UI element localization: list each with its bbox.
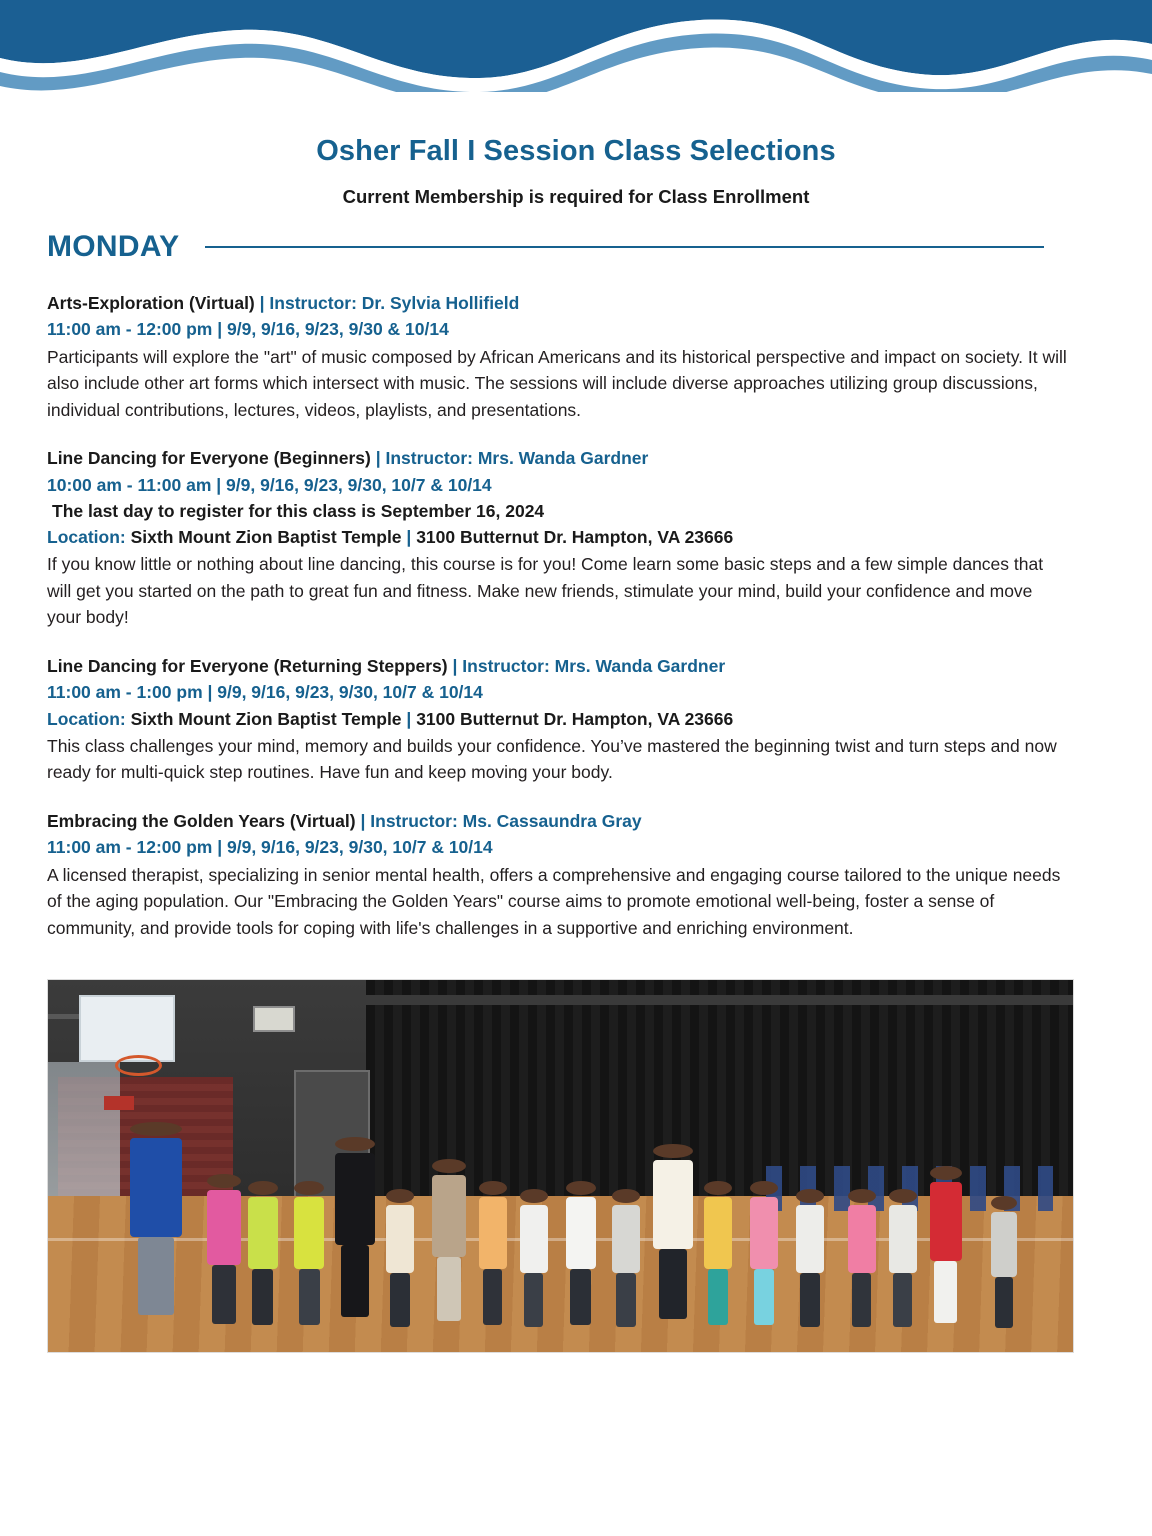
photo-container [0,979,1152,1353]
course-registration-note: The last day to register for this class is September 16, 2024 [52,500,545,521]
course-title: Embracing the Golden Years (Virtual) [47,811,356,831]
location-address: 3100 Butternut Dr. Hampton, VA 23666 [416,708,734,729]
page-subtitle: Current Membership is required for Class Enrollment [342,186,810,207]
location-separator: | [406,527,412,548]
photo-person-torso [479,1197,507,1269]
course-schedule: 11:00 am - 1:00 pm | 9/9, 9/16, 9/23, 9/30, 10/7 & 10/14 [47,682,483,703]
photo-wood-floor [48,1196,1073,1352]
course-instructor: Instructor: Mrs. Wanda Gardner [462,656,726,677]
photo-basketball-hoop [115,1055,162,1076]
photo-person-legs [893,1273,913,1327]
course-heading-separator: | [375,448,381,469]
photo-person [653,1144,693,1337]
course-description: If you know little or nothing about line dancing, this course is for you! Come learn some basic steps and a few simple dances that will get you started on the path to great fun and fitness. Make new friends, stimulate your mind, build your confidence and move your body! [47,554,1044,628]
photo-exit-sign [104,1096,134,1110]
photo-person-head [207,1174,241,1188]
photo-person [520,1189,548,1338]
photo-person-legs [800,1273,820,1327]
photo-person-head [991,1196,1017,1210]
photo-person-legs [138,1237,174,1315]
class-photo [47,979,1074,1353]
course-heading [47,653,1067,679]
photo-person [889,1189,917,1338]
course-instructor: Instructor: Dr. Sylvia Hollifield [269,293,520,313]
photo-person-head [248,1181,278,1195]
photo-person-head [848,1189,876,1203]
photo-backboard [79,995,175,1062]
location-label: Location: [47,708,126,729]
photo-ceiling-beam [48,995,1073,1005]
course-schedule: 10:00 am - 11:00 am | 9/9, 9/16, 9/23, 9/30, 10/7 & 10/14 [47,474,492,495]
course-instructor: Instructor: Mrs. Wanda Gardner [385,448,649,469]
photo-person-torso [207,1190,241,1265]
photo-person-legs [570,1269,591,1325]
page-title: Osher Fall I Session Class Selections [316,135,836,167]
course-entry [47,290,1067,423]
course-entry [47,653,1067,786]
photo-person-legs [341,1245,369,1317]
wave-graphic [0,0,1152,92]
photo-person-head [612,1189,640,1203]
photo-person-head [930,1166,962,1180]
photo-person-head [566,1181,596,1195]
photo-person-head [889,1189,917,1203]
photo-person-head [130,1122,182,1136]
day-heading-row [0,230,1152,264]
course-schedule: 11:00 am - 12:00 pm | 9/9, 9/16, 9/23, 9/30 & 10/14 [47,319,449,340]
photo-person-head [704,1181,732,1195]
photo-person [612,1189,640,1338]
course-heading-separator: | [259,293,265,313]
course-title: Arts-Exploration (Virtual) [47,293,255,313]
photo-person-legs [659,1249,687,1319]
location-venue: Sixth Mount Zion Baptist Temple [130,708,402,729]
photo-person [991,1196,1017,1337]
location-separator: | [406,708,412,729]
photo-person-torso [889,1205,917,1273]
course-heading [47,808,1067,834]
course-description: Participants will explore the "art" of music composed by African Americans and its historical perspective and impact on society. It will also include other art forms which intersect with music. The sessions will include diverse approaches utilizing group discussions, individual contributions, lectures, videos, playlists, and presentations. [47,346,1067,420]
course-description: A licensed therapist, specializing in senior mental health, offers a comprehensive and engaging course tailored to the unique needs of the aging population. Our "Embracing the Golden Years" course aims to promote emotional well-being, foster a sense of community, and provide tools for coping with life's challenges in a supportive and enriching environment. [47,864,1061,938]
course-title: Line Dancing for Everyone (Returning Steppers) [47,656,448,677]
photo-person [335,1137,375,1338]
photo-person-head [653,1144,693,1158]
photo-person-torso [130,1138,182,1237]
photo-person [566,1181,596,1337]
photo-person-legs [483,1269,503,1325]
photo-person-torso [612,1205,640,1273]
photo-person-legs [252,1269,273,1325]
photo-person-head [479,1181,507,1195]
course-description: This class challenges your mind, memory and builds your confidence. You’ve mastered the beginning twist and turn steps and now ready for multi-quick step routines. Have fun and keep moving your body. [47,735,1057,783]
course-location [47,524,1067,550]
photo-person-legs [524,1273,544,1327]
photo-person-head [750,1181,778,1195]
photo-person-head [520,1189,548,1203]
photo-person-torso [520,1205,548,1273]
course-heading-separator: | [360,811,366,831]
photo-ceiling-light [253,1006,295,1032]
photo-person-torso [335,1153,375,1245]
photo-person [704,1181,732,1337]
location-venue: Sixth Mount Zion Baptist Temple [130,527,402,548]
photo-person [848,1189,876,1338]
photo-person-torso [796,1205,824,1273]
photo-person-legs [995,1277,1013,1328]
photo-person [930,1166,962,1337]
photo-person [386,1189,414,1338]
photo-person-torso [750,1197,778,1269]
photo-court-line [48,1238,1073,1241]
photo-person-legs [754,1269,774,1325]
location-address: 3100 Butternut Dr. Hampton, VA 23666 [416,527,734,548]
course-list [0,290,1152,941]
photo-person-legs [852,1273,872,1327]
decorative-wave-header [0,0,1152,92]
day-heading: MONDAY [47,230,180,263]
course-title: Line Dancing for Everyone (Beginners) [47,448,371,469]
photo-person-torso [248,1197,278,1269]
photo-person-legs [437,1257,461,1321]
course-entry [47,445,1067,631]
photo-person-torso [653,1160,693,1249]
location-label: Location: [47,527,126,548]
photo-person-torso [294,1197,324,1269]
course-heading [47,445,1067,471]
photo-person-torso [704,1197,732,1269]
photo-person [432,1159,466,1338]
photo-person [207,1174,241,1338]
photo-person-head [294,1181,324,1195]
course-schedule: 11:00 am - 12:00 pm | 9/9, 9/16, 9/23, 9/30, 10/7 & 10/14 [47,837,493,858]
photo-person [130,1122,182,1338]
photo-person-legs [616,1273,636,1327]
photo-person-torso [566,1197,596,1269]
photo-person-legs [212,1265,236,1324]
course-heading [47,290,1067,316]
photo-person-head [796,1189,824,1203]
photo-person [294,1181,324,1337]
photo-person-torso [386,1205,414,1273]
photo-person-head [432,1159,466,1173]
photo-person [750,1181,778,1337]
course-instructor: Instructor: Ms. Cassaundra Gray [370,811,642,831]
photo-person [248,1181,278,1337]
photo-person-torso [930,1182,962,1261]
photo-person [796,1189,824,1338]
document-body [0,92,1152,1353]
course-location [47,706,1067,732]
photo-person-head [335,1137,375,1151]
photo-person-legs [390,1273,410,1327]
photo-person-legs [299,1269,320,1325]
photo-person-head [386,1189,414,1203]
photo-person-torso [848,1205,876,1273]
photo-person-legs [708,1269,728,1325]
photo-person-torso [432,1175,466,1257]
photo-person-legs [934,1261,956,1323]
course-entry [47,808,1067,941]
day-heading-divider [205,246,1044,248]
photo-person-torso [991,1212,1017,1277]
photo-person [479,1181,507,1337]
course-heading-separator: | [452,656,458,677]
